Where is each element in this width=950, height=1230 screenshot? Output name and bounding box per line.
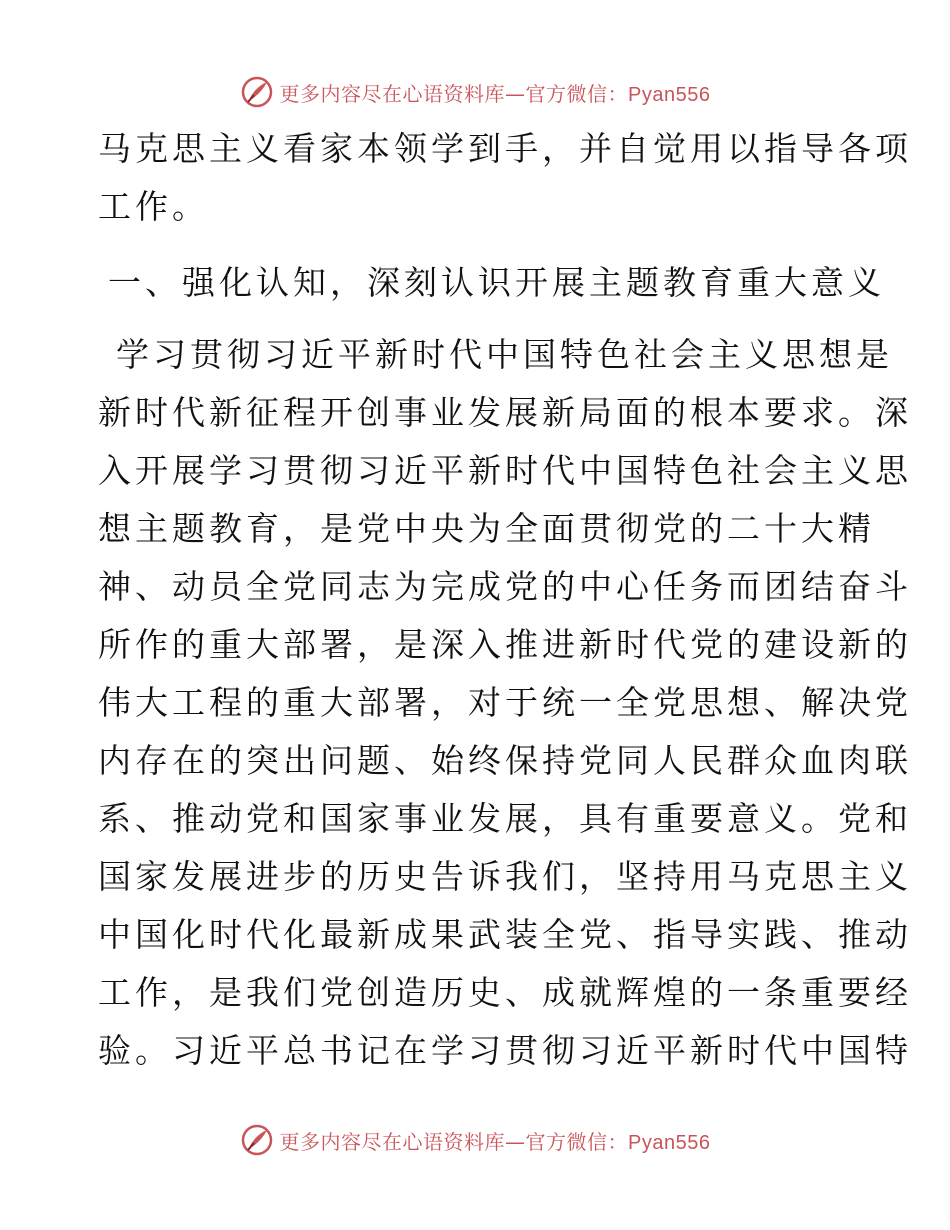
footer-banner-text: 更多内容尽在心语资料库—官方微信：Pyan556 bbox=[279, 1129, 711, 1154]
continuation-line: 工作。 bbox=[98, 187, 209, 226]
paragraph-line: 想主题教育，是党中央为全面贯彻党的二十大精 bbox=[98, 509, 875, 548]
document-body bbox=[98, 120, 912, 1080]
header-banner bbox=[0, 72, 950, 112]
paragraph-line: 新时代新征程开创事业发展新局面的根本要求。深 bbox=[98, 393, 912, 432]
quill-logo-icon bbox=[240, 1123, 274, 1157]
paragraph-line: 验。习近平总书记在学习贯彻习近平新时代中国特 bbox=[98, 1031, 912, 1070]
paragraph-line: 内存在的突出问题、始终保持党同人民群众血肉联 bbox=[98, 741, 912, 780]
paragraph-line: 伟大工程的重大部署，对于统一全党思想、解决党 bbox=[98, 683, 912, 722]
section-heading: 一、强化认知，深刻认识开展主题教育重大意义 bbox=[108, 263, 885, 302]
continuation-line: 马克思主义看家本领学到手，并自觉用以指导各项 bbox=[98, 129, 912, 168]
paragraph-line: 神、动员全党同志为完成党的中心任务而团结奋斗 bbox=[98, 567, 912, 606]
paragraph-line: 学习贯彻习近平新时代中国特色社会主义思想是 bbox=[116, 335, 893, 374]
paragraph-line: 国家发展进步的历史告诉我们，坚持用马克思主义 bbox=[98, 857, 912, 896]
paragraph-line: 系、推动党和国家事业发展，具有重要意义。党和 bbox=[98, 799, 912, 838]
quill-logo-icon bbox=[240, 75, 274, 109]
paragraph-line: 工作，是我们党创造历史、成就辉煌的一条重要经 bbox=[98, 973, 912, 1012]
header-banner-handle: Pyan556 bbox=[628, 83, 711, 106]
paragraph-line: 入开展学习贯彻习近平新时代中国特色社会主义思 bbox=[98, 451, 912, 490]
footer-banner-handle: Pyan556 bbox=[628, 1131, 711, 1154]
header-banner-text: 更多内容尽在心语资料库—官方微信：Pyan556 bbox=[279, 81, 711, 106]
paragraph-line: 所作的重大部署，是深入推进新时代党的建设新的 bbox=[98, 625, 912, 664]
paragraph-line: 中国化时代化最新成果武装全党、指导实践、推动 bbox=[98, 915, 912, 954]
footer-banner bbox=[0, 1120, 950, 1160]
